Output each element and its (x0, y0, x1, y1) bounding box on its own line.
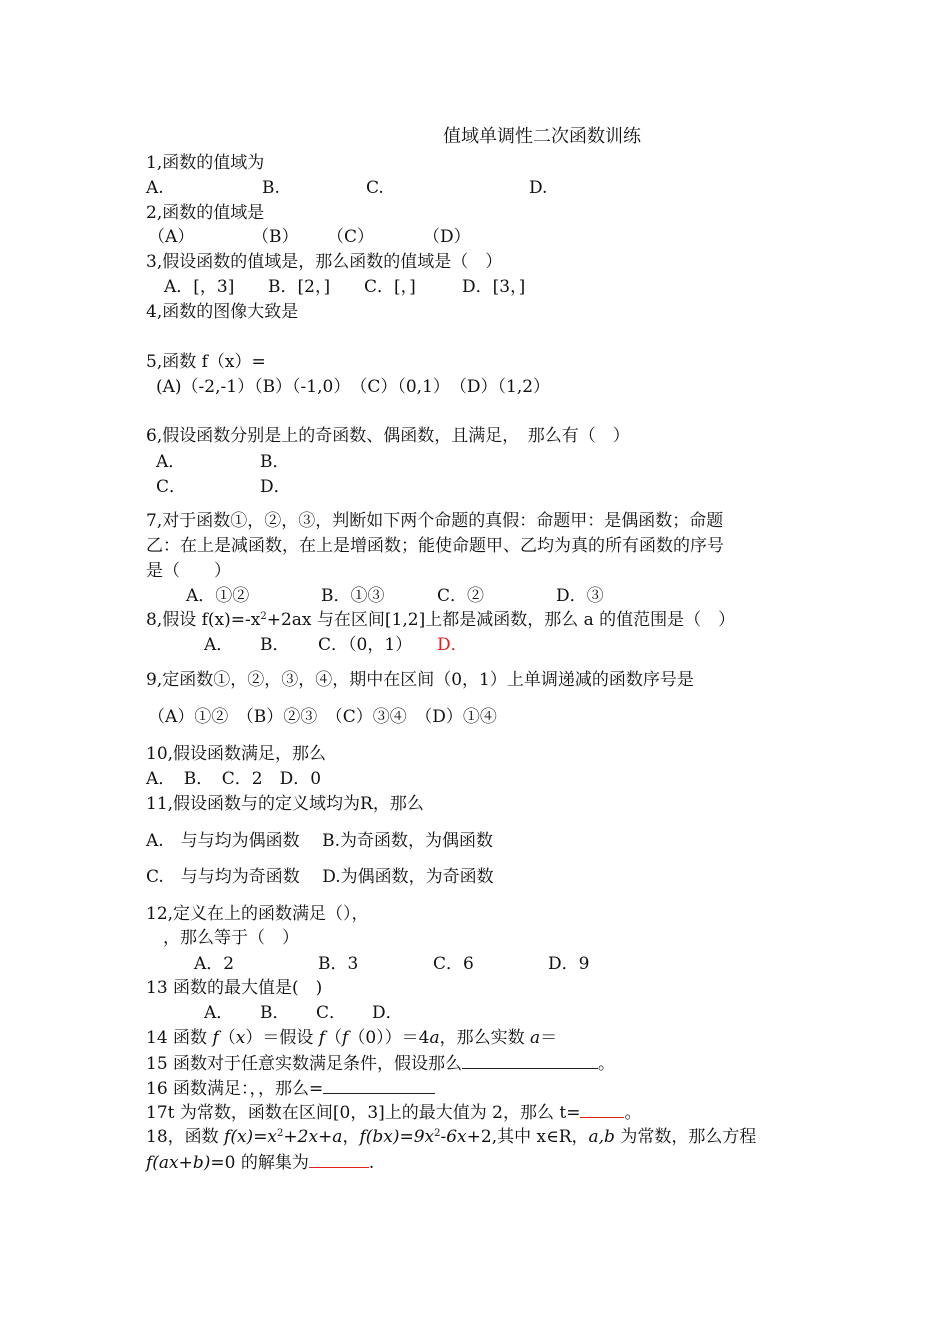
q16-answer-blank[interactable] (323, 1077, 435, 1094)
q10-stem: 10,假设函数满足，那么 (146, 744, 327, 764)
q11-options-cd: C. 与与均为奇函数 D.为偶函数，为奇函数 (146, 867, 494, 887)
q8-option-c: C．（0，1） (318, 635, 413, 655)
q8-stem-post: +2ax 与在区间[1,2]上都是减函数，那么 a 的值范围是（ ） (266, 610, 736, 630)
q3-option-d: D．[3，] (462, 277, 526, 297)
q6-option-b: B． (260, 452, 290, 472)
q12-option-b: B．3 (318, 954, 359, 974)
q14-var-a2: a (530, 1028, 541, 1048)
q18-line-2 (146, 1151, 374, 1174)
q18-text-1: 18，函数 (146, 1127, 225, 1147)
q7-option-c: C．② (437, 586, 485, 606)
q14-stem (146, 1027, 557, 1049)
q18-answer-blank[interactable] (309, 1151, 369, 1168)
q18-formula-2b: -6x (440, 1127, 467, 1147)
q1-option-a: A. (146, 178, 164, 198)
q18-text-4: 为常数，那么方程 (614, 1127, 757, 1147)
q2-option-d: （D） (423, 227, 471, 247)
q3-option-a: A．[，3] (164, 277, 235, 297)
q18-formula-2: f(bx)=9x (359, 1127, 435, 1147)
q18-text-2: ， (342, 1127, 360, 1147)
q17-answer-blank[interactable] (580, 1101, 624, 1118)
q18-formula-1b: +2x+a (283, 1127, 343, 1147)
q10-options: A． B． C．2 D．0 (146, 769, 322, 789)
q11-options-ab: A. 与与均为偶函数 B.为奇函数，为偶函数 (146, 831, 493, 851)
q15-stem (146, 1052, 615, 1075)
q5-options: (A)（-2,-1）（B）（-1,0） （C）（0,1） （D）（1,2） (156, 377, 551, 397)
q12-option-a: A．2 (194, 954, 235, 974)
q2-option-c: （C） (327, 227, 375, 247)
q17-text: 17t 为常数，函数在区间[0，3]上的最大值为 2，那么 t= (146, 1103, 581, 1123)
q18-text-5: =0 的解集为 (210, 1153, 309, 1173)
q12-stem: 12,定义在上的函数满足（）， (146, 904, 369, 924)
q17-end: 。 (624, 1103, 642, 1123)
q14-var-f2: f (318, 1028, 326, 1048)
q7-option-b: B．①③ (321, 586, 385, 606)
q1-option-d: D. (529, 178, 548, 198)
q7-line-1: 7,对于函数①，②，③，判断如下两个命题的真假：命题甲：是偶函数；命题 (146, 511, 724, 531)
q7-line-3: 是（ ） (146, 561, 231, 581)
q18-formula-3: f(ax+b) (146, 1153, 211, 1173)
q14-text-1: 14 函数 (146, 1028, 213, 1048)
q14-text-3: ）＝假设 (245, 1028, 319, 1048)
q1-stem: 1,函数的值域为 (146, 153, 265, 173)
q17-stem (146, 1101, 641, 1124)
q18-var-ab: a,b (588, 1127, 615, 1147)
page-title: 值域单调性二次函数训练 (443, 126, 641, 147)
q4-stem: 4,函数的图像大致是 (146, 302, 299, 322)
q8-superscript: 2 (260, 611, 267, 622)
q6-stem: 6,假设函数分别是上的奇函数、偶函数，且满足， 那么有（ ） (146, 426, 630, 446)
q13-option-d: D． (372, 1003, 403, 1023)
q8-option-d: D． (437, 635, 468, 655)
q13-option-a: A． (204, 1003, 234, 1023)
q14-text-7: ＝ (540, 1028, 558, 1048)
q1-option-b: B. (262, 178, 280, 198)
q6-option-c: C． (156, 477, 187, 497)
q7-option-a: A．①② (186, 586, 250, 606)
q6-option-d: D． (260, 477, 291, 497)
q16-text: 16 函数满足：，，那么= (146, 1079, 324, 1099)
q18-sup-2: 2 (434, 1128, 441, 1139)
q3-option-b: B．[2，] (268, 277, 331, 297)
q12-option-c: C．6 (433, 954, 474, 974)
q14-var-f3: f (342, 1028, 349, 1048)
q2-option-a: （A） (148, 227, 195, 247)
q8-stem-pre: 8,假设 f(x)=-x (146, 610, 261, 630)
q18-formula-1: f(x)=x (224, 1127, 278, 1147)
q18-sup-1: 2 (277, 1128, 284, 1139)
q1-option-c: C. (366, 178, 384, 198)
q11-stem: 11,假设函数与的定义域均为R，那么 (146, 794, 424, 814)
q3-option-c: C．[，] (364, 277, 416, 297)
q14-text-4: （ (325, 1028, 343, 1048)
q5-stem: 5,函数 f（x）= (146, 352, 266, 372)
q12-line-2: ，那么等于（ ） (146, 928, 299, 948)
q15-end: 。 (598, 1054, 616, 1074)
q18-line-1 (146, 1126, 756, 1148)
q2-stem: 2,函数的值域是 (146, 203, 265, 223)
q8-stem (146, 609, 735, 631)
q16-stem (146, 1077, 435, 1100)
q14-var-a: a (429, 1028, 440, 1048)
q14-text-2: （ (218, 1028, 236, 1048)
q12-option-d: D．9 (548, 954, 590, 974)
q2-option-b: （B） (252, 227, 299, 247)
q15-text: 15 函数对于任意实数满足条件，假设那么 (146, 1054, 463, 1074)
q8-option-a: A． (204, 635, 234, 655)
q7-line-2: 乙：在上是减函数，在上是增函数；能使命题甲、乙均为真的所有函数的序号 (146, 536, 724, 556)
q18-end: . (368, 1153, 375, 1173)
q14-var-f: f (212, 1028, 219, 1048)
q7-option-d: D．③ (556, 586, 604, 606)
q14-text-6: ，那么实数 (439, 1028, 531, 1048)
q14-var-x: x (235, 1028, 246, 1048)
q8-option-b: B． (260, 635, 290, 655)
q13-option-b: B． (260, 1003, 290, 1023)
q9-options: （A）①② （B）②③ （C）③④ （D）①④ (148, 707, 497, 727)
q13-option-c: C． (316, 1003, 347, 1023)
q6-option-a: A． (156, 452, 186, 472)
q13-stem: 13 函数的最大值是( ) (146, 978, 323, 998)
q14-text-5: （0））＝4 (348, 1028, 430, 1048)
q15-answer-blank[interactable] (462, 1052, 598, 1069)
q18-text-3: +2,其中 x∈R， (466, 1127, 589, 1147)
q3-stem: 3,假设函数的值域是，那么函数的值域是（ ） (146, 252, 503, 272)
q9-stem: 9,定函数①，②，③，④，期中在区间（0，1）上单调递减的函数序号是 (146, 670, 694, 690)
